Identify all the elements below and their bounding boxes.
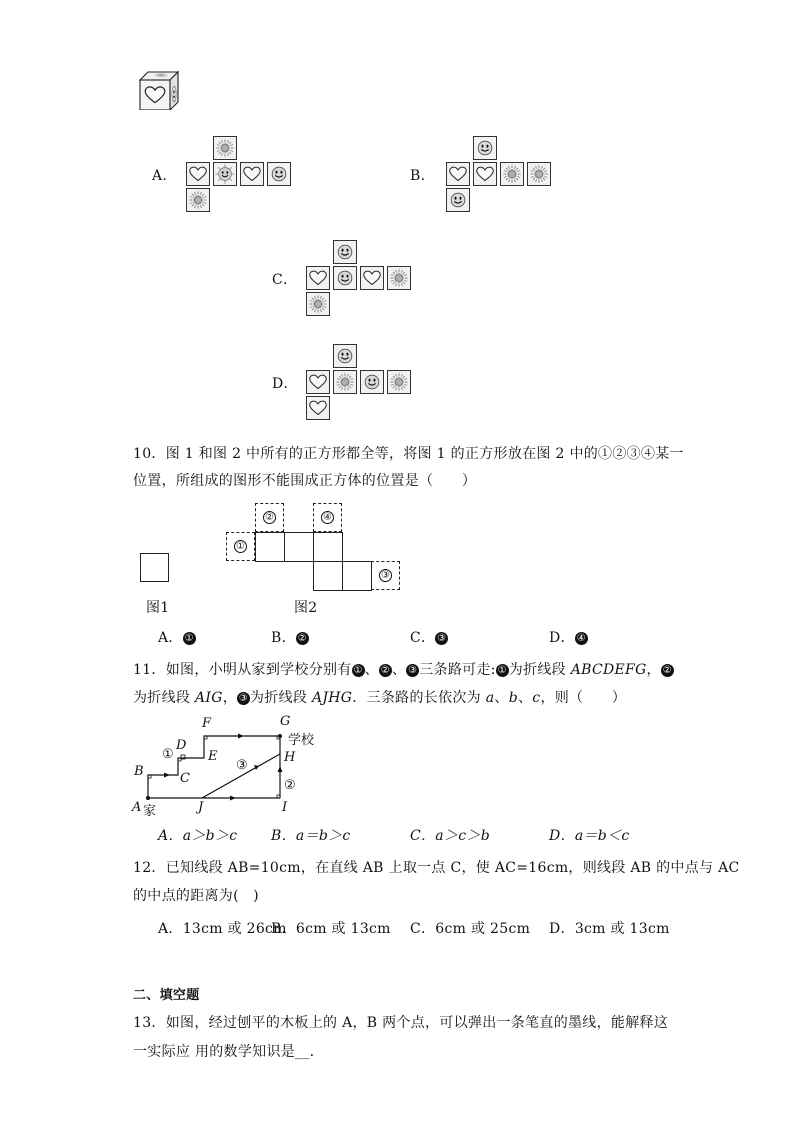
q12-option-a[interactable]: A．13cm 或 26cm <box>158 921 287 937</box>
net-square <box>342 561 372 591</box>
q11-var: AIG <box>194 690 223 706</box>
smile-face <box>267 162 291 186</box>
route-1-mark: ① <box>497 665 507 676</box>
label-a: A <box>132 800 142 815</box>
net-option-b[interactable] <box>446 136 554 216</box>
q10-option-c[interactable] <box>410 628 448 648</box>
smile-face <box>446 188 470 212</box>
label-h: H <box>284 750 296 765</box>
slot-1[interactable] <box>226 532 255 561</box>
q11-text: 为折线段 <box>508 662 571 678</box>
net-option-c[interactable] <box>306 240 414 320</box>
q11-text: ．三条路的长依次为 <box>352 690 486 706</box>
q11-route-figure <box>130 714 330 820</box>
sun-face <box>213 136 237 160</box>
option-c-label[interactable]: C． <box>272 272 298 288</box>
q12-option-b[interactable]: B．6cm 或 13cm <box>271 921 391 937</box>
label-j: J <box>198 800 204 815</box>
label-d: D <box>176 738 187 753</box>
heart-face <box>446 162 470 186</box>
heart-face <box>186 162 210 186</box>
net-option-d[interactable] <box>306 344 414 424</box>
q10-option-a[interactable] <box>158 628 196 648</box>
q10-option-a-label: A． <box>158 630 183 646</box>
slot-3[interactable] <box>371 561 400 590</box>
q11-text: ，则（ ） <box>540 690 627 706</box>
q12-line2: 的中点的距离为( ) <box>133 888 259 904</box>
option-b-label[interactable]: B． <box>410 168 435 184</box>
net-square <box>313 561 343 591</box>
q11-var: a <box>485 690 495 706</box>
q12-option-c[interactable]: C．6cm 或 25cm <box>410 921 531 937</box>
net-option-a[interactable] <box>186 136 294 216</box>
sun-face <box>186 188 210 212</box>
label-f: F <box>202 716 212 731</box>
q11-text: ， <box>222 690 237 706</box>
slot-4-mark: ④ <box>321 511 334 524</box>
q11-text: 11．如图，小明从家到学校分别有 <box>133 662 352 678</box>
q10-option-d-mark: ④ <box>576 633 586 644</box>
label-e: E <box>208 749 218 764</box>
smile-face <box>473 136 497 160</box>
smile-face <box>333 344 357 368</box>
q10-line2: 位置，所组成的图形不能围成正方体的位置是（ ） <box>133 473 477 489</box>
sun-face <box>306 292 330 316</box>
route-2-mark: ② <box>662 665 672 676</box>
net-square <box>255 532 285 562</box>
sun-face <box>527 162 551 186</box>
q11-text: 、 <box>364 662 379 678</box>
label-home: 家 <box>143 804 157 819</box>
net-square <box>284 532 314 562</box>
heart-face <box>306 396 330 420</box>
sun-face <box>500 162 524 186</box>
slot-4[interactable] <box>313 503 342 532</box>
route-3-mark: ③ <box>408 665 418 676</box>
heart-face <box>360 266 384 290</box>
q13-line1: 13．如图，经过刨平的木板上的 A，B 两个点，可以弹出一条笔直的墨线，能解释这 <box>133 1015 669 1031</box>
q10-line1: 10．图 1 和图 2 中所有的正方形都全等，将图 1 的正方形放在图 2 中的①②③④某一 <box>133 446 684 462</box>
fig2-label: 图2 <box>294 600 318 616</box>
heart-face <box>306 266 330 290</box>
q11-option-c[interactable]: C．a＞c＞b <box>410 828 490 844</box>
cube-picture <box>138 70 180 110</box>
q10-option-a-mark: ① <box>184 633 194 644</box>
smile-face <box>333 240 357 264</box>
q13-line2: 一实际应 用的数学知识是__. <box>133 1044 315 1060</box>
q11-option-b[interactable]: B．a＝b＞c <box>271 828 351 844</box>
q12-line1: 12．已知线段 AB=10cm，在直线 AB 上取一点 C，使 AC=16cm，则线段 AB 的中点与 AC <box>133 860 740 876</box>
q11-text: 、 <box>494 690 509 706</box>
label-c: C <box>180 771 190 786</box>
q10-option-c-label: C． <box>410 630 436 646</box>
route-1-mark: ① <box>353 665 363 676</box>
q11-text: 三条路可走: <box>419 662 496 678</box>
heart-face <box>240 162 264 186</box>
q10-option-b-mark: ② <box>297 633 308 644</box>
q11-text: 为折线段 <box>133 690 195 706</box>
q11-var: ABCDEFG <box>570 662 647 678</box>
q11-text: 为折线段 <box>250 690 312 706</box>
sun-face <box>333 370 357 394</box>
q11-option-d[interactable]: D．a＝b＜c <box>549 828 630 844</box>
label-g: G <box>280 714 291 729</box>
heart-face <box>473 162 497 186</box>
q11-text: ， <box>646 662 661 678</box>
label-route-1: ① <box>162 747 174 762</box>
q11-var: c <box>532 690 541 706</box>
q12-option-d[interactable]: D．3cm 或 13cm <box>549 921 670 937</box>
sun-face <box>387 370 411 394</box>
sun-face <box>387 266 411 290</box>
q11-text: 、 <box>391 662 407 678</box>
net-square <box>313 532 343 562</box>
smile-face <box>333 266 357 290</box>
q11-line2 <box>133 688 626 708</box>
option-a-label[interactable]: A． <box>152 168 177 184</box>
label-b: B <box>134 764 144 779</box>
q11-var: b <box>508 690 518 706</box>
fig2 <box>226 503 402 595</box>
q10-option-b-label: B． <box>271 630 296 646</box>
section-title: 二、填空题 <box>133 988 200 1003</box>
q11-line1 <box>133 660 674 680</box>
q10-option-d[interactable] <box>549 628 588 648</box>
q11-text: 、 <box>517 690 533 706</box>
q11-option-a[interactable]: A．a＞b＞c <box>158 828 238 844</box>
q11-var: AJHG <box>311 690 353 706</box>
route-2-mark: ② <box>380 665 391 676</box>
route-3-mark: ③ <box>238 693 249 704</box>
q10-option-d-label: D． <box>549 630 575 646</box>
fig1-label: 图1 <box>146 600 170 616</box>
slot-2-mark: ② <box>263 511 276 524</box>
q10-option-c-mark: ③ <box>437 633 447 644</box>
option-d-label[interactable]: D． <box>272 376 298 392</box>
sun-smile-face <box>213 162 237 186</box>
label-route-2: ② <box>284 778 296 793</box>
label-i: I <box>282 800 288 815</box>
fig1-square <box>140 553 169 582</box>
label-route-3: ③ <box>236 758 248 773</box>
slot-1-mark: ① <box>234 540 247 553</box>
smile-face <box>360 370 384 394</box>
label-school: 学校 <box>288 733 315 748</box>
q10-option-b[interactable] <box>271 628 309 648</box>
heart-face <box>306 370 330 394</box>
slot-3-mark: ③ <box>379 569 392 582</box>
slot-2[interactable] <box>255 503 284 532</box>
